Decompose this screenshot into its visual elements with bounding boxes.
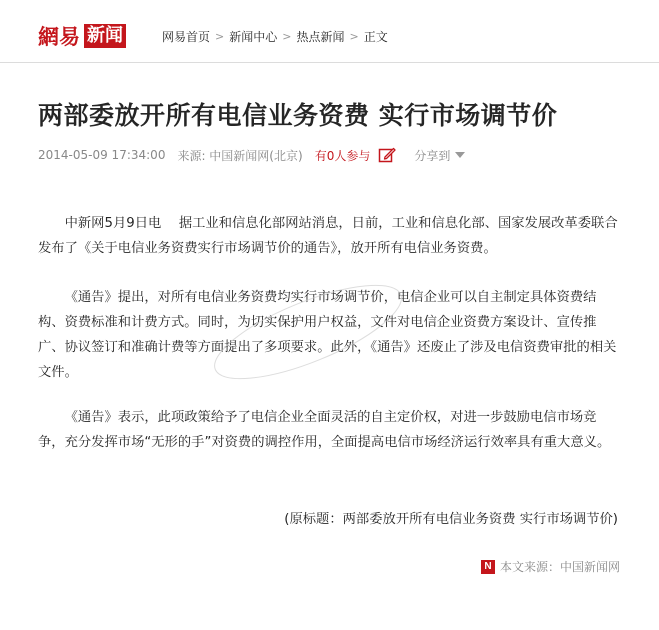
- participants-suffix: 人参与: [334, 148, 371, 163]
- article-source-text: 本文来源：中国新闻网: [499, 560, 620, 574]
- breadcrumb-news-center[interactable]: 新闻中心: [229, 30, 278, 44]
- breadcrumb-separator: >: [215, 30, 225, 43]
- participants-link[interactable]: [315, 147, 371, 164]
- share-label: 分享到: [414, 148, 451, 163]
- breadcrumb: [162, 28, 388, 45]
- top-bar: [0, 0, 659, 63]
- article-source-footer: [481, 558, 620, 575]
- breadcrumb-home[interactable]: 网易首页: [162, 30, 211, 44]
- original-title: (原标题：两部委放开所有电信业务资费 实行市场调节价): [284, 512, 618, 527]
- article-source-line: 来源: 中国新闻网(北京): [177, 148, 303, 163]
- chevron-down-icon: [455, 152, 465, 158]
- netease-n-icon: N: [481, 560, 495, 574]
- article-paragraph-3: 《通告》表示，此项政策给予了电信企业全面灵活的自主定价权，对进一步鼓励电信市场竞争，充分发挥市场“无形的手”对资费的调控作用，全面提高电信市场经济运行效率具有重大意义。: [38, 410, 611, 450]
- share-button[interactable]: [414, 147, 465, 164]
- publish-datetime: 2014-05-09 17:34:00: [38, 148, 166, 162]
- article-paragraph-1: 中新网5月9日电 据工业和信息化部网站消息，日前，工业和信息化部、国家发展改革委联合发布了《关于电信业务资费实行市场调节价的通告》，放开所有电信业务资费。: [38, 216, 618, 256]
- participants-prefix: 有: [314, 148, 327, 163]
- article-paragraph-2: 《通告》提出，对所有电信业务资费均实行市场调节价，电信企业可以自主制定具体资费结构、资费标准和计费方式。同时，为切实保护用户权益，文件对电信企业资费方案设计、宣传推广、协议签订和准确计费等方面提出了多项要求。此外，《通告》还废止了涉及电信资费审批的相关文件。: [38, 290, 617, 380]
- article-title: 两部委放开所有电信业务资费 实行市场调节价: [38, 101, 558, 130]
- breadcrumb-separator: >: [282, 30, 292, 43]
- participants-count: 0: [326, 148, 335, 163]
- edit-icon[interactable]: [378, 146, 396, 164]
- breadcrumb-hot-news[interactable]: 热点新闻: [296, 30, 345, 44]
- breadcrumb-separator: >: [349, 30, 359, 43]
- logo-wangyi: 網易: [38, 24, 80, 49]
- netease-news-logo[interactable]: [38, 22, 126, 50]
- logo-xinwen: 新闻: [84, 24, 126, 48]
- article-meta: [38, 145, 465, 165]
- breadcrumb-current: 正文: [363, 30, 388, 44]
